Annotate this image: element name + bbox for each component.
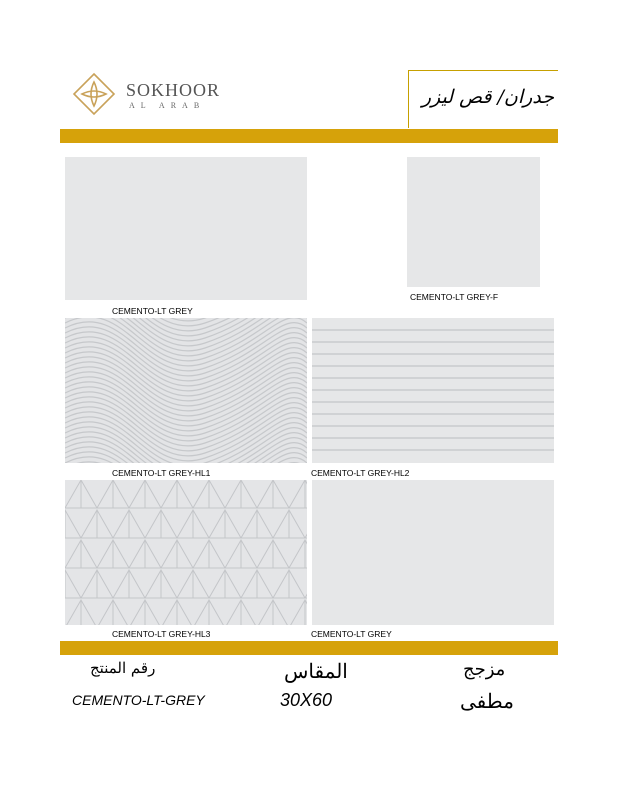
tile-label-6: CEMENTO-LT GREY — [311, 629, 392, 639]
tile-label-4: CEMENTO-LT GREY-HL2 — [311, 468, 410, 478]
tile-image-4 — [312, 318, 554, 463]
glaze-label: مزجج — [463, 659, 506, 680]
size-value: 30X60 — [280, 690, 333, 710]
tile-image-1 — [65, 157, 307, 300]
brand-name: SOKHOOR — [126, 80, 221, 100]
finish-value: مطفى — [460, 689, 514, 713]
size-label: المقاس — [284, 659, 348, 683]
tile-image-3 — [65, 318, 307, 463]
tile-image-6 — [312, 480, 554, 625]
tile-image-5 — [65, 480, 307, 625]
tile-label-3: CEMENTO-LT GREY-HL1 — [112, 468, 211, 478]
product-code-value: CEMENTO-LT-GREY — [72, 692, 205, 708]
bottom-divider — [60, 641, 558, 655]
top-divider — [60, 129, 558, 143]
product-code-label: رقم المنتج — [90, 659, 156, 677]
tile-label-1: CEMENTO-LT GREY — [112, 306, 193, 316]
tile-label-5: CEMENTO-LT GREY-HL3 — [112, 629, 211, 639]
tile-label-2: CEMENTO-LT GREY-F — [410, 292, 499, 302]
tile-image-2 — [407, 157, 540, 287]
logo-mark-icon — [72, 72, 116, 116]
brand-subtitle: AL ARAB — [129, 101, 206, 110]
page-title: جدران/ قص ليزر — [421, 86, 554, 108]
